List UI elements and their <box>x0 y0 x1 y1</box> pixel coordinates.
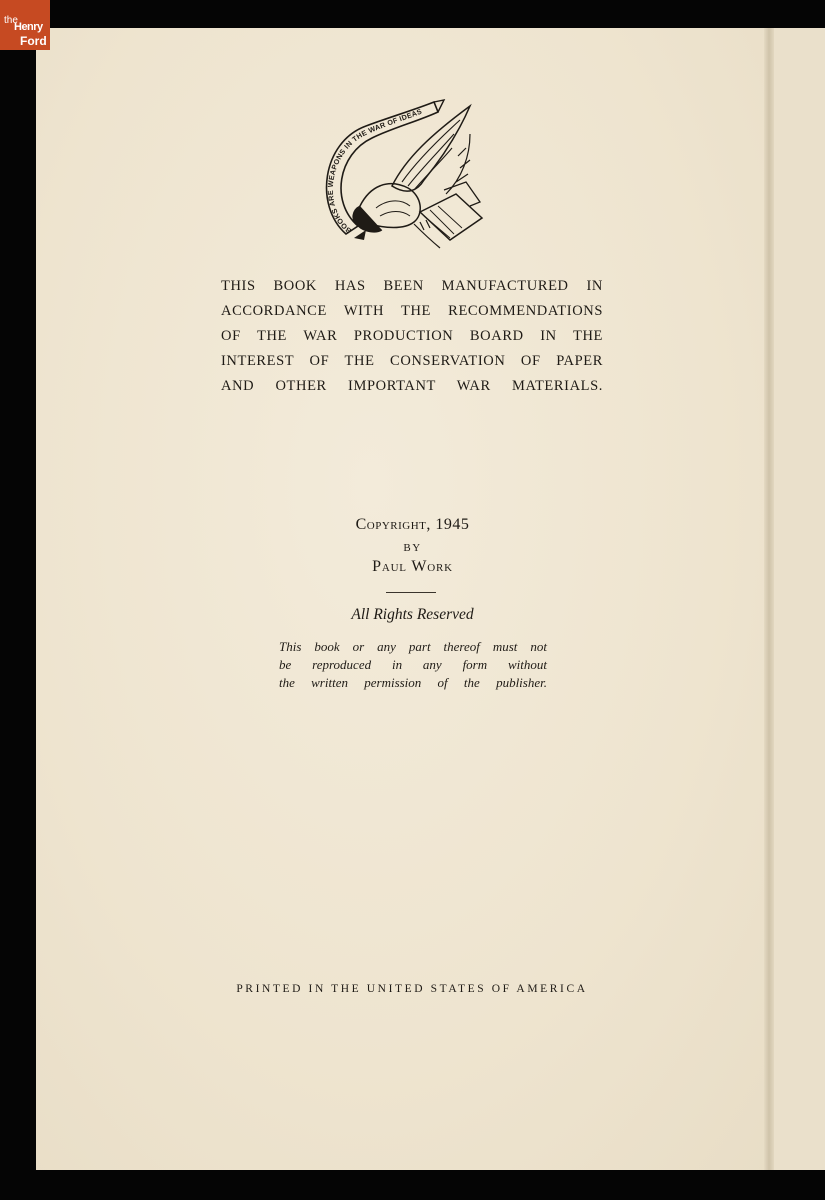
war-production-notice <box>221 274 603 399</box>
permission-line: the written permission of the publisher. <box>279 675 547 690</box>
author-name: Paul Work <box>372 558 453 575</box>
copyright-by: BY <box>403 542 422 554</box>
printed-in-usa: PRINTED IN THE UNITED STATES OF AMERICA <box>236 983 588 995</box>
notice-line: THIS BOOK HAS BEEN MANUFACTURED IN <box>221 278 603 294</box>
permission-notice <box>279 638 547 692</box>
henry-ford-logo <box>0 0 50 50</box>
notice-line: AND OTHER IMPORTANT WAR MATERIALS. <box>221 378 603 394</box>
emblem-banner-text: BOOKS ARE WEAPONS IN THE WAR OF IDEAS <box>325 106 424 236</box>
logo-ford: Ford <box>20 34 47 48</box>
permission-line: This book or any part thereof must not <box>279 639 547 654</box>
logo-henry: Henry <box>14 21 43 33</box>
permission-line: be reproduced in any form without <box>279 657 547 672</box>
notice-line: ACCORDANCE WITH THE RECOMMENDATIONS <box>221 303 603 319</box>
rights-reserved: All Rights Reserved <box>351 606 474 623</box>
divider <box>386 592 436 593</box>
notice-line: INTEREST OF THE CONSERVATION OF PAPER <box>221 353 603 369</box>
logo-the: the <box>4 15 18 26</box>
facing-page-edge <box>774 28 825 1170</box>
notice-line: OF THE WAR PRODUCTION BOARD IN THE <box>221 328 603 344</box>
book-gutter <box>764 28 774 1170</box>
eagle-holding-books-icon <box>320 98 490 256</box>
copyright-line: Copyright, 1945 <box>355 516 470 533</box>
